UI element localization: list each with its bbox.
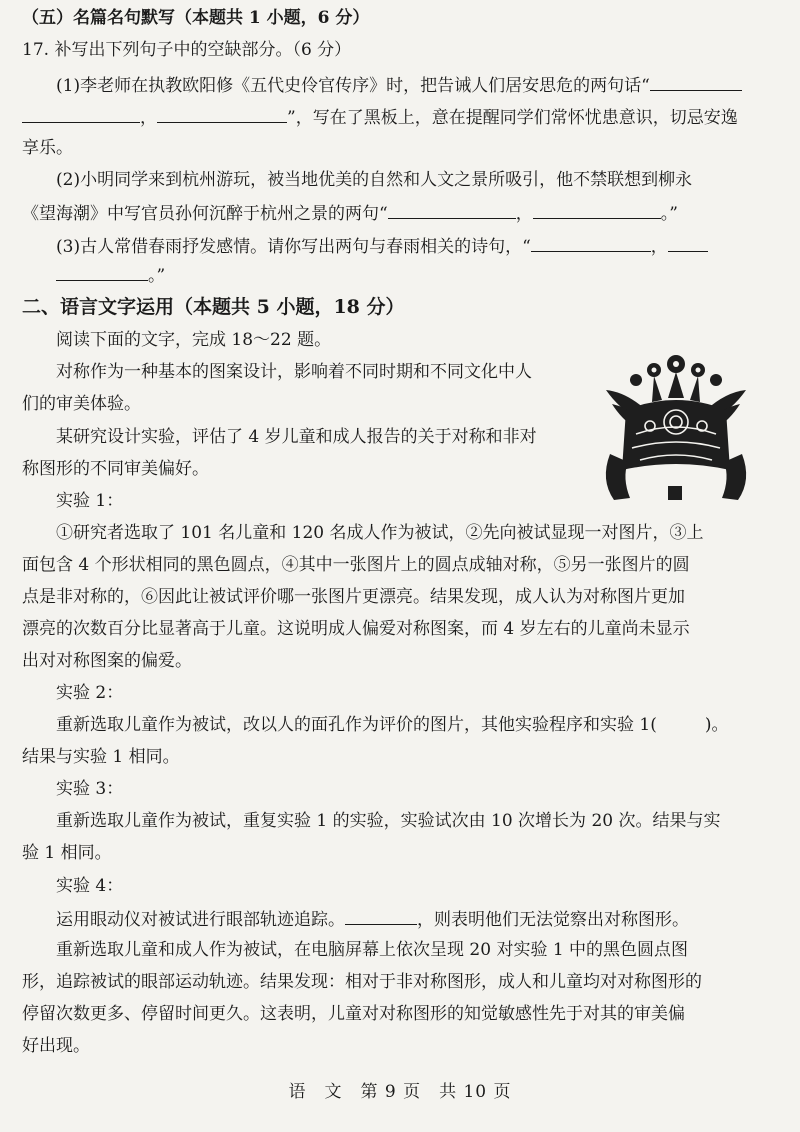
answer-blank[interactable] <box>388 200 516 219</box>
section2-heading: 二、语言文字运用（本题共 5 小题，18 分） <box>22 296 405 318</box>
q17-p1-line3: 享乐。 <box>22 138 73 158</box>
q17-p2-line1: (2)小明同学来到杭州游玩，被当地优美的自然和人文之景所吸引，他不禁联想到柳永 <box>56 170 693 190</box>
para2-line1: 某研究设计实验，评估了 4 岁儿童和成人报告的关于对称和非对 <box>56 427 537 447</box>
reading-intro: 阅读下面的文字，完成 18～22 题。 <box>56 330 332 350</box>
q17-p3-text: (3)古人常借春雨抒发感情。请你写出两句与春雨相关的诗句，“ <box>56 237 531 257</box>
answer-blank[interactable] <box>56 262 148 281</box>
section5-heading: （五）名篇名句默写（本题共 1 小题，6 分） <box>22 8 370 28</box>
para2-line2: 称图形的不同审美偏好。 <box>22 459 209 479</box>
q17-p2-line2 <box>22 200 800 226</box>
q17-p2-text-end: 。” <box>660 204 678 224</box>
exp2-line1 <box>56 713 800 737</box>
q17-p2-text: 《望海潮》中写官员孙何沉醉于杭州之景的两句“ <box>22 204 388 224</box>
para1-line2: 们的审美体验。 <box>22 394 141 414</box>
exp1-line5: 出对对称图案的偏爱。 <box>22 651 192 671</box>
symmetric-crown-figure <box>596 350 756 510</box>
comma: ， <box>140 108 157 128</box>
answer-blank[interactable] <box>533 200 661 219</box>
exp4-text: 运用眼动仪对被试进行眼部轨迹追踪。 <box>56 910 345 930</box>
exp1-title: 实验 1： <box>56 491 124 511</box>
exp1-line4: 漂亮的次数百分比显著高于儿童。这说明成人偏爱对称图案，而 4 岁左右的儿童尚未显示 <box>22 619 690 639</box>
q17-p3-line1 <box>56 233 800 259</box>
exp2-title: 实验 2： <box>56 683 124 703</box>
exp3-line2: 验 1 相同。 <box>22 843 112 863</box>
exp1-line3: 点是非对称的，⑥因此让被试评价哪一张图片更漂亮。结果发现，成人认为对称图片更加 <box>22 587 685 607</box>
exp2-line2: 结果与实验 1 相同。 <box>22 747 180 767</box>
q17-p1-text: (1)李老师在执教欧阳修《五代史伶官传序》时，把告诫人们居安思危的两句话“ <box>56 76 650 96</box>
q17-stem: 17. 补写出下列句子中的空缺部分。（6 分） <box>22 40 352 60</box>
comma: ， <box>515 204 533 224</box>
exp4-title: 实验 4： <box>56 876 124 896</box>
answer-blank[interactable] <box>531 233 651 252</box>
answer-blank[interactable] <box>650 72 742 91</box>
exp2-text: 重新选取儿童作为被试，改以人的面孔作为评价的图片，其他实验程序和实验 1( <box>56 715 657 735</box>
answer-blank[interactable] <box>157 104 287 123</box>
exp4-line2: 重新选取儿童和成人作为被试，在电脑屏幕上依次呈现 20 对实验 1 中的黑色圆点图 <box>56 940 689 960</box>
exp3-line1: 重新选取儿童作为被试，重复实验 1 的实验，实验试次由 10 次增长为 20 次。结果与实 <box>56 811 721 831</box>
q17-p3-text-end: 。” <box>148 266 166 286</box>
answer-blank[interactable] <box>345 906 417 925</box>
exp4-line1 <box>56 906 800 932</box>
exp3-title: 实验 3： <box>56 779 124 799</box>
exp2-text-end: )。 <box>704 715 729 735</box>
exp1-line2: 面包含 4 个形状相同的黑色圆点，④其中一张图片上的圆点成轴对称，⑤另一张图片的圆 <box>22 555 690 575</box>
exp4-line4: 停留次数更多、停留时间更久。这表明，儿童对对称图形的知觉敏感性先于对其的审美偏 <box>22 1004 685 1024</box>
exp4-text-end: ，则表明他们无法觉察出对称图形。 <box>417 910 689 930</box>
answer-blank[interactable] <box>668 233 708 252</box>
page-footer: 语 文 第 9 页 共 10 页 <box>288 1082 512 1102</box>
q17-p3-line2 <box>56 262 800 288</box>
exp1-line1: ①研究者选取了 101 名儿童和 120 名成人作为被试，②先向被试显现一对图片，③上 <box>56 523 704 543</box>
q17-p1-line1 <box>56 72 800 98</box>
exp4-line3: 形，追踪被试的眼部运动轨迹。结果发现：相对于非对称图形，成人和儿童均对对称图形的 <box>22 972 702 992</box>
comma: ， <box>650 237 668 257</box>
q17-p1-text-end: ”，写在了黑板上，意在提醒同学们常怀忧患意识，切忌安逸 <box>287 108 738 128</box>
q17-p1-line2 <box>22 104 800 130</box>
exp4-line5: 好出现。 <box>22 1036 90 1056</box>
answer-blank[interactable] <box>22 104 140 123</box>
para1-line1: 对称作为一种基本的图案设计，影响着不同时期和不同文化中人 <box>56 362 532 382</box>
